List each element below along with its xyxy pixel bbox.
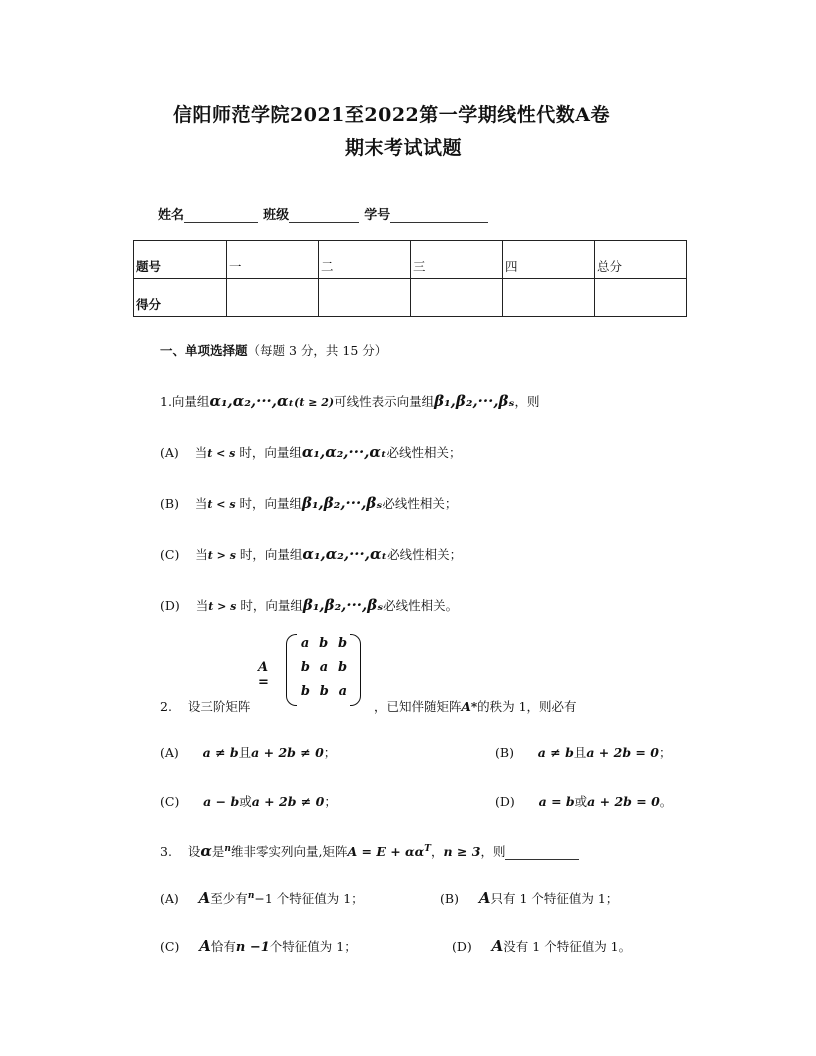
option-expr: a + 2b = 0 (586, 745, 659, 760)
q1-condition: (t ≥ 2) (294, 396, 335, 409)
section-heading (160, 341, 387, 359)
option-label: (D) (495, 794, 515, 809)
option-label: (D) (160, 598, 180, 613)
option-end: 必线性相关； (387, 547, 463, 562)
score-blank[interactable] (227, 279, 319, 317)
matrix-entry: a (300, 636, 310, 651)
option-label: (C) (160, 794, 180, 809)
score-table-score-row (134, 279, 687, 317)
q1-stem-pre: 1.向量组 (160, 394, 210, 409)
option-cond: t > s (208, 600, 237, 613)
matrix-entry: b (300, 684, 310, 699)
matrix-entry: a (319, 660, 329, 675)
score-cell: 总分 (595, 241, 687, 279)
matrix-row (296, 684, 352, 699)
q1-stem-end: ，则 (514, 394, 540, 409)
option-end: ； (324, 794, 337, 809)
score-table (133, 240, 687, 317)
option-label: (A) (160, 445, 179, 460)
option-mid: 时，向量组 (239, 445, 302, 460)
student-info-row (158, 204, 488, 223)
option-expr: a ≠ b (537, 745, 574, 760)
option-text: −1 个特征值为 1； (254, 891, 364, 906)
q3-alpha: α (200, 842, 212, 860)
option-when: 当 (195, 547, 208, 562)
option-conj: 或 (574, 794, 588, 809)
q3-answer-blank[interactable] (505, 847, 579, 860)
score-blank[interactable] (595, 279, 687, 317)
q3-number: 3. (160, 844, 172, 859)
q3-stem-mid: 维非零实列向量,矩阵 (230, 844, 348, 859)
option-conj: 或 (239, 794, 252, 809)
option-label: (B) (160, 496, 179, 511)
exam-title-line1: 信阳师范学院2021至2022第一学期线性代数A卷 (173, 104, 611, 126)
option-text: 恰有 (210, 939, 236, 954)
q2-adjugate: A* (461, 700, 478, 714)
q2-option-a[interactable] (160, 743, 336, 761)
q2-option-c[interactable] (160, 792, 337, 810)
score-row-label: 得分 (134, 279, 227, 317)
score-cell: 二 (319, 241, 411, 279)
option-text: 只有 1 个特征值为 1； (490, 891, 619, 906)
option-mid: 时，向量组 (239, 496, 303, 511)
option-label: (A) (160, 891, 179, 906)
option-label: (A) (160, 745, 179, 760)
score-blank[interactable] (411, 279, 503, 317)
q3-is: 是 (211, 844, 225, 859)
q2-stem-mid: ，已知伴随矩阵 (374, 699, 462, 714)
option-expr: a + 2b ≠ 0 (251, 794, 325, 809)
name-label: 姓名 (158, 208, 185, 223)
q3-option-a[interactable] (160, 889, 364, 907)
question-2-stem-left (160, 697, 250, 715)
score-blank[interactable] (319, 279, 411, 317)
option-cond: t < s (207, 447, 236, 460)
option-text: 没有 1 个特征值为 1。 (503, 939, 632, 954)
option-matrix-symbol: A (491, 937, 504, 955)
option-vector: α₁,α₂,···,αₜ (301, 443, 387, 461)
option-end: 。 (659, 794, 673, 809)
q2-stem-end: 的秩为 1，则必有 (477, 699, 577, 714)
option-matrix-symbol: A (199, 937, 211, 955)
option-cond: t > s (207, 549, 236, 562)
option-n: n (247, 890, 255, 901)
option-text: 个特征值为 1； (269, 939, 357, 954)
question-1-stem (160, 392, 539, 410)
q3-formula: A = E + αα (347, 844, 425, 859)
name-blank[interactable] (184, 208, 258, 223)
q2-stem-pre: 设三阶矩阵 (187, 699, 251, 714)
option-vector: β₁,β₂,···,βₛ (302, 494, 383, 512)
student-id-blank[interactable] (390, 208, 488, 223)
q2-option-b[interactable] (495, 743, 671, 761)
question-2-stem-right (374, 697, 577, 715)
option-expr: a + 2b = 0 (587, 794, 660, 809)
q1-alpha-vectors: α₁,α₂,···,αₜ (209, 392, 295, 410)
exam-title-line2: 期末考试试题 (345, 137, 463, 159)
q3-n: n (224, 843, 231, 854)
q3-stem-pre: 设 (187, 844, 201, 859)
q1-option-c[interactable] (160, 545, 462, 563)
option-end: 必线性相关。 (383, 598, 459, 613)
option-label: (B) (440, 891, 459, 906)
score-cell: 四 (503, 241, 595, 279)
matrix-entry: b (337, 636, 348, 651)
q1-option-a[interactable] (160, 443, 462, 461)
q1-stem-mid: 可线性表示向量组 (334, 394, 435, 409)
matrix-entry: a (338, 684, 348, 699)
option-label: (D) (452, 939, 472, 954)
option-when: 当 (194, 445, 208, 460)
q3-option-d[interactable] (452, 937, 631, 955)
q1-option-d[interactable] (160, 596, 458, 614)
matrix-lhs: A = (258, 660, 269, 690)
q1-beta-vectors: β₁,β₂,···,βₛ (434, 392, 515, 410)
q3-option-b[interactable] (440, 889, 618, 907)
score-cell: 三 (411, 241, 503, 279)
score-cell: 一 (227, 241, 319, 279)
option-matrix-symbol: A (198, 889, 211, 907)
option-when: 当 (195, 598, 209, 613)
question-3-stem (160, 842, 579, 860)
option-label: (B) (495, 745, 514, 760)
option-matrix-symbol: A (478, 889, 491, 907)
score-cell: 题号 (134, 241, 227, 279)
q3-comma: ， (430, 844, 444, 859)
q3-option-c[interactable] (160, 937, 357, 955)
section-title: 一、单项选择题 (160, 343, 248, 358)
option-expr: a ≠ b (202, 745, 239, 760)
option-end: 必线性相关； (382, 496, 458, 511)
score-blank[interactable] (503, 279, 595, 317)
option-vector: β₁,β₂,···,βₛ (302, 596, 384, 614)
q2-number: 2. (160, 699, 172, 714)
matrix-right-paren (350, 634, 361, 706)
matrix-row (296, 660, 352, 675)
option-expr: a − b (203, 794, 240, 809)
q3-formula-sup: T (424, 843, 431, 854)
option-end: ； (323, 745, 337, 760)
matrix-entry: b (319, 636, 329, 651)
option-cond: t < s (207, 498, 236, 511)
q3-stem-end: ，则 (480, 844, 506, 859)
option-expr: a + 2b ≠ 0 (251, 745, 324, 760)
matrix-entry: b (337, 660, 348, 675)
option-end: 必线性相关； (386, 445, 462, 460)
option-conj: 且 (573, 745, 587, 760)
matrix-row (296, 636, 352, 651)
option-vector: α₁,α₂,···,αₜ (302, 545, 388, 563)
matrix-entry: b (300, 660, 310, 675)
option-n: n −1 (235, 940, 270, 955)
option-when: 当 (194, 496, 208, 511)
option-end: ； (658, 745, 672, 760)
class-blank[interactable] (289, 208, 359, 223)
class-label: 班级 (263, 208, 290, 223)
score-table-header-row (134, 241, 687, 279)
matrix-entry: b (319, 684, 329, 699)
option-conj: 且 (238, 745, 252, 760)
option-label: (C) (160, 939, 180, 954)
q3-condition: n ≥ 3 (443, 844, 481, 859)
section-note: （每题 3 分，共 15 分） (247, 343, 388, 358)
option-label: (C) (160, 547, 180, 562)
option-mid: 时，向量组 (239, 547, 303, 562)
q1-option-b[interactable] (160, 494, 457, 512)
q2-option-d[interactable] (495, 792, 672, 810)
option-text: 至少有 (210, 891, 248, 906)
option-mid: 时，向量组 (240, 598, 303, 613)
option-expr: a = b (538, 794, 575, 809)
student-id-label: 学号 (364, 208, 391, 223)
